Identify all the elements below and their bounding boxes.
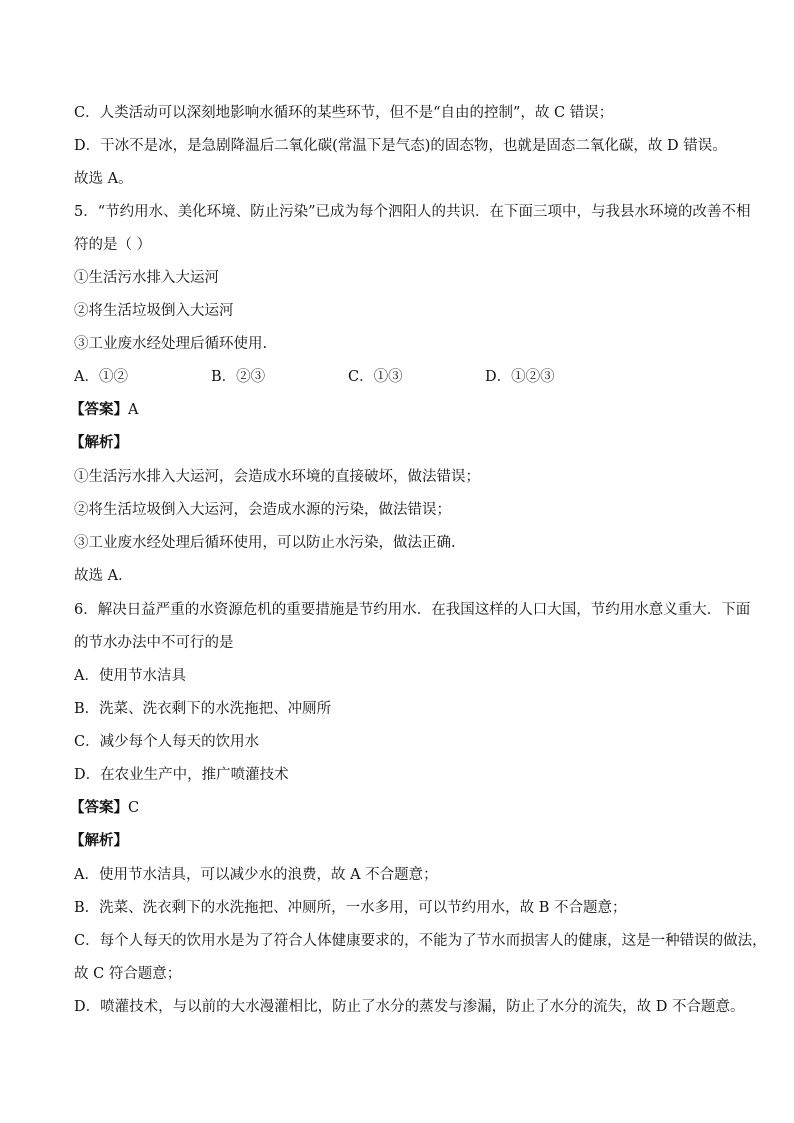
q6-stem-line1: 6．解决日益严重的水资源危机的重要措施是节约用水．在我国这样的人口大国，节约用水意义重大．下面 bbox=[74, 602, 751, 618]
q6-analysis-d: D．喷灌技术，与以前的大水漫灌相比，防止了水分的蒸发与渗漏，防止了水分的流失，故 D 不合题意。 bbox=[74, 999, 745, 1015]
q5-analysis-label bbox=[70, 433, 720, 453]
q6-analysis-a: A．使用节水洁具，可以减少水的浪费，故 A 不合题意； bbox=[74, 867, 438, 883]
q5-option-d: D．①②③ bbox=[485, 369, 555, 385]
q5-option-a: A．①② bbox=[74, 369, 128, 385]
q6-option-c: C．减少每个人每天的饮用水 bbox=[74, 734, 260, 750]
q5-answer-label: 【答案】 bbox=[70, 401, 128, 418]
q6-analysis-b: B．洗菜、洗衣剩下的水洗拖把、冲厕所，一水多用，可以节约用水，故 B 不合题意； bbox=[74, 900, 627, 916]
q5-options bbox=[74, 367, 724, 387]
q5-analysis-2: ②将生活垃圾倒入大运河，会造成水源的污染，做法错误； bbox=[74, 502, 451, 518]
q6-stem-line2: 的节水办法中不可行的是 bbox=[74, 635, 234, 651]
q6-answer bbox=[70, 798, 720, 818]
q6-answer-value: C bbox=[128, 800, 140, 816]
q5-stem-line2: 符的是（ ） bbox=[74, 237, 152, 253]
q6-option-a: A．使用节水洁具 bbox=[74, 668, 186, 684]
q6-analysis-heading: 【解析】 bbox=[70, 832, 128, 849]
prev-explanation-d: D．干冰不是冰，是急剧降温后二氧化碳(常温下是气态)的固态物，也就是固态二氧化碳，故 D 错误。 bbox=[74, 138, 727, 154]
q5-conclusion: 故选 A． bbox=[74, 568, 133, 584]
q5-answer-value: A bbox=[128, 402, 139, 418]
q5-analysis-3: ③工业废水经处理后循环使用，可以防止水污染，做法正确. bbox=[74, 535, 456, 551]
q6-analysis-c-cont: 故 C 符合题意； bbox=[74, 966, 182, 982]
q6-analysis-c: C．每个人每天的饮用水是为了符合人体健康要求的，不能为了节水而损害人的健康，这是一种错误的做法， bbox=[74, 933, 767, 949]
q6-answer-label: 【答案】 bbox=[70, 799, 128, 816]
q5-item-3: ③工业废水经处理后循环使用. bbox=[74, 336, 268, 352]
q5-analysis-1: ①生活污水排入大运河，会造成水环境的直接破坏，做法错误； bbox=[74, 469, 480, 485]
q5-option-b: B．②③ bbox=[211, 369, 266, 385]
prev-explanation-c: C．人类活动可以深刻地影响水循环的某些环节，但不是“自由的控制”，故 C 错误； bbox=[74, 105, 614, 121]
q5-item-1: ①生活污水排入大运河 bbox=[74, 270, 219, 286]
q6-option-b: B．洗菜、洗衣剩下的水洗拖把、冲厕所 bbox=[74, 701, 332, 717]
q5-item-2: ②将生活垃圾倒入大运河 bbox=[74, 303, 234, 319]
q5-analysis-heading: 【解析】 bbox=[70, 434, 128, 451]
prev-conclusion: 故选 A。 bbox=[74, 171, 133, 187]
q5-answer bbox=[70, 400, 720, 420]
q6-analysis-label bbox=[70, 831, 720, 851]
q6-option-d: D．在农业生产中，推广喷灌技术 bbox=[74, 767, 289, 783]
q5-option-c: C．①③ bbox=[348, 369, 403, 385]
q5-stem-line1: 5．“节约用水、美化环境、防止污染”已成为每个泗阳人的共识．在下面三项中，与我县水环境的改善不相 bbox=[74, 204, 751, 220]
